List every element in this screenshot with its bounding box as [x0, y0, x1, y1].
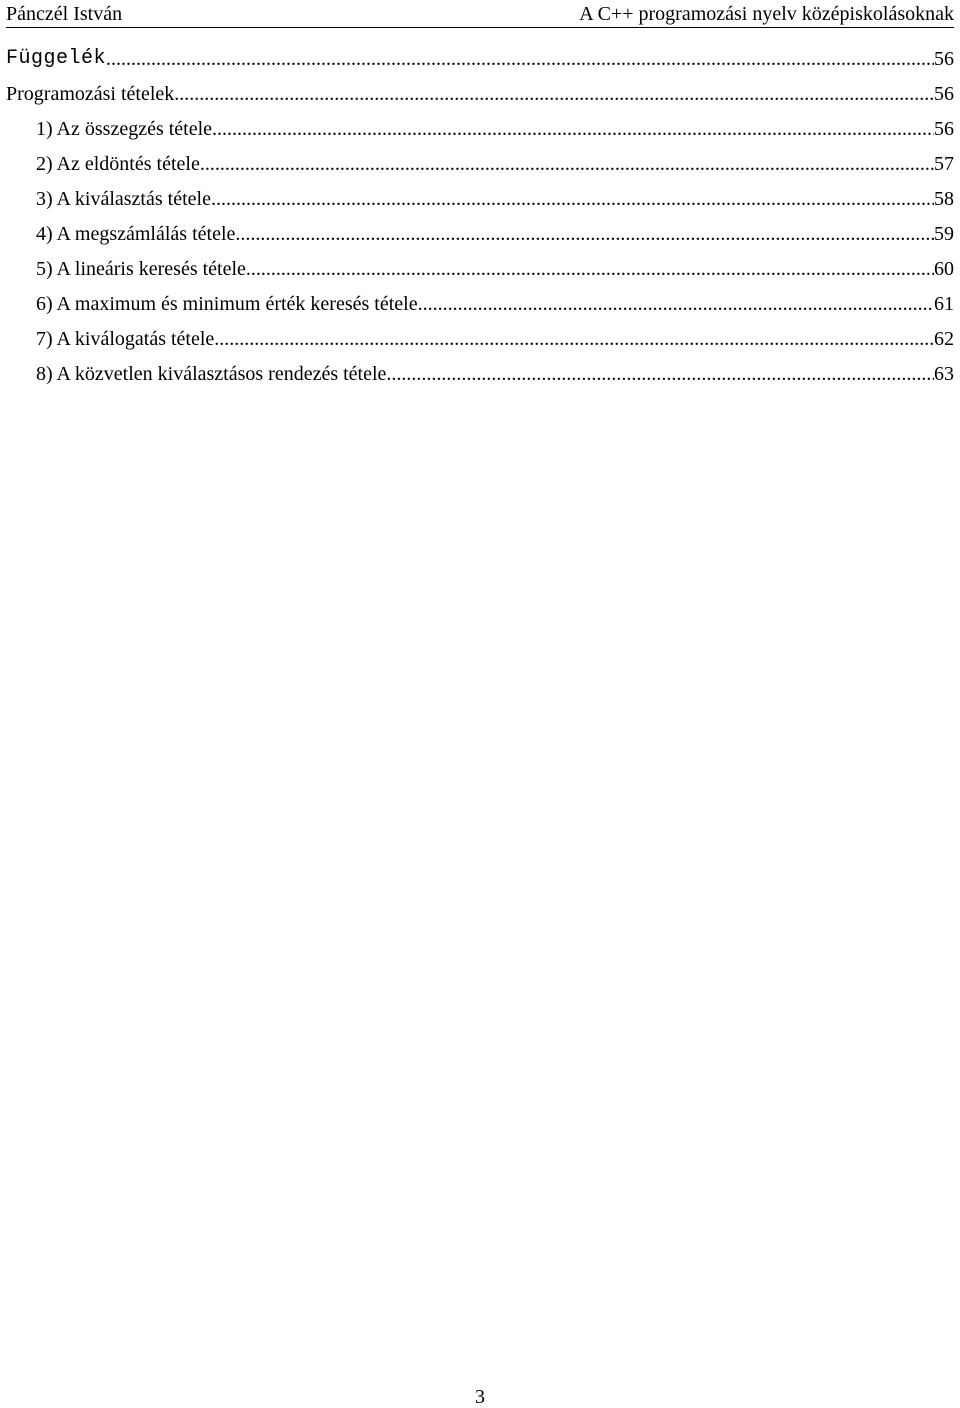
toc-entry-page: 59 [934, 223, 954, 245]
toc-entry-maximum-minimum[interactable] [6, 281, 954, 316]
toc-dot-leader [386, 362, 934, 386]
page-number: 3 [475, 1386, 485, 1408]
toc-entry-osszegzes[interactable] [6, 106, 954, 141]
toc-entry-page: 56 [934, 118, 954, 140]
toc-entry-label: 5) A lineáris keresés tétele [36, 258, 246, 280]
toc-entry-label: 1) Az összegzés tétele [36, 118, 213, 140]
toc-entry-page: 56 [934, 48, 954, 70]
toc-entry-label: 3) A kiválasztás tétele [36, 188, 211, 210]
toc-entry-kozvetlen-kivalasztasos-rendezes[interactable] [6, 351, 954, 386]
toc-dot-leader [174, 82, 934, 106]
toc-dot-leader [246, 257, 934, 281]
toc-entry-programozasi-tetelek[interactable] [6, 71, 954, 106]
table-of-contents [6, 36, 954, 386]
header-author: Pánczél István [6, 3, 123, 25]
toc-entry-label: 7) A kiválogatás tétele [36, 328, 215, 350]
toc-entry-kivalogatas[interactable] [6, 316, 954, 351]
toc-entry-page: 57 [934, 153, 954, 175]
toc-entry-page: 62 [934, 328, 954, 350]
page-header [6, 0, 954, 28]
toc-entry-label: 4) A megszámlálás tétele [36, 223, 236, 245]
toc-dot-leader [212, 117, 934, 141]
toc-dot-leader [418, 292, 934, 316]
toc-dot-leader [200, 152, 934, 176]
toc-entry-page: 60 [934, 258, 954, 280]
page-footer [0, 1386, 960, 1408]
header-book-title: A C++ programozási nyelv középiskolásoknak [579, 3, 954, 25]
toc-dot-leader [214, 327, 934, 351]
toc-entry-megszamlalas[interactable] [6, 211, 954, 246]
toc-entry-page: 56 [934, 83, 954, 105]
toc-entry-label: 8) A közvetlen kiválasztásos rendezés tétele [36, 363, 387, 385]
toc-entry-label: Függelék [6, 47, 107, 70]
toc-dot-leader [235, 222, 934, 246]
toc-entry-label: Programozási tételek [6, 83, 175, 105]
toc-entry-label: 2) Az eldöntés tétele [36, 153, 200, 175]
toc-entry-kivalasztas[interactable] [6, 176, 954, 211]
toc-entry-page: 63 [934, 363, 954, 385]
toc-entry-linearis-kereses[interactable] [6, 246, 954, 281]
toc-entry-label: 6) A maximum és minimum érték keresés tétele [36, 293, 418, 315]
toc-entry-page: 58 [934, 188, 954, 210]
toc-entry-fuggelek[interactable] [6, 36, 954, 71]
toc-entry-eldontes[interactable] [6, 141, 954, 176]
toc-dot-leader [211, 187, 934, 211]
toc-entry-page: 61 [934, 293, 954, 315]
toc-dot-leader [106, 47, 934, 71]
